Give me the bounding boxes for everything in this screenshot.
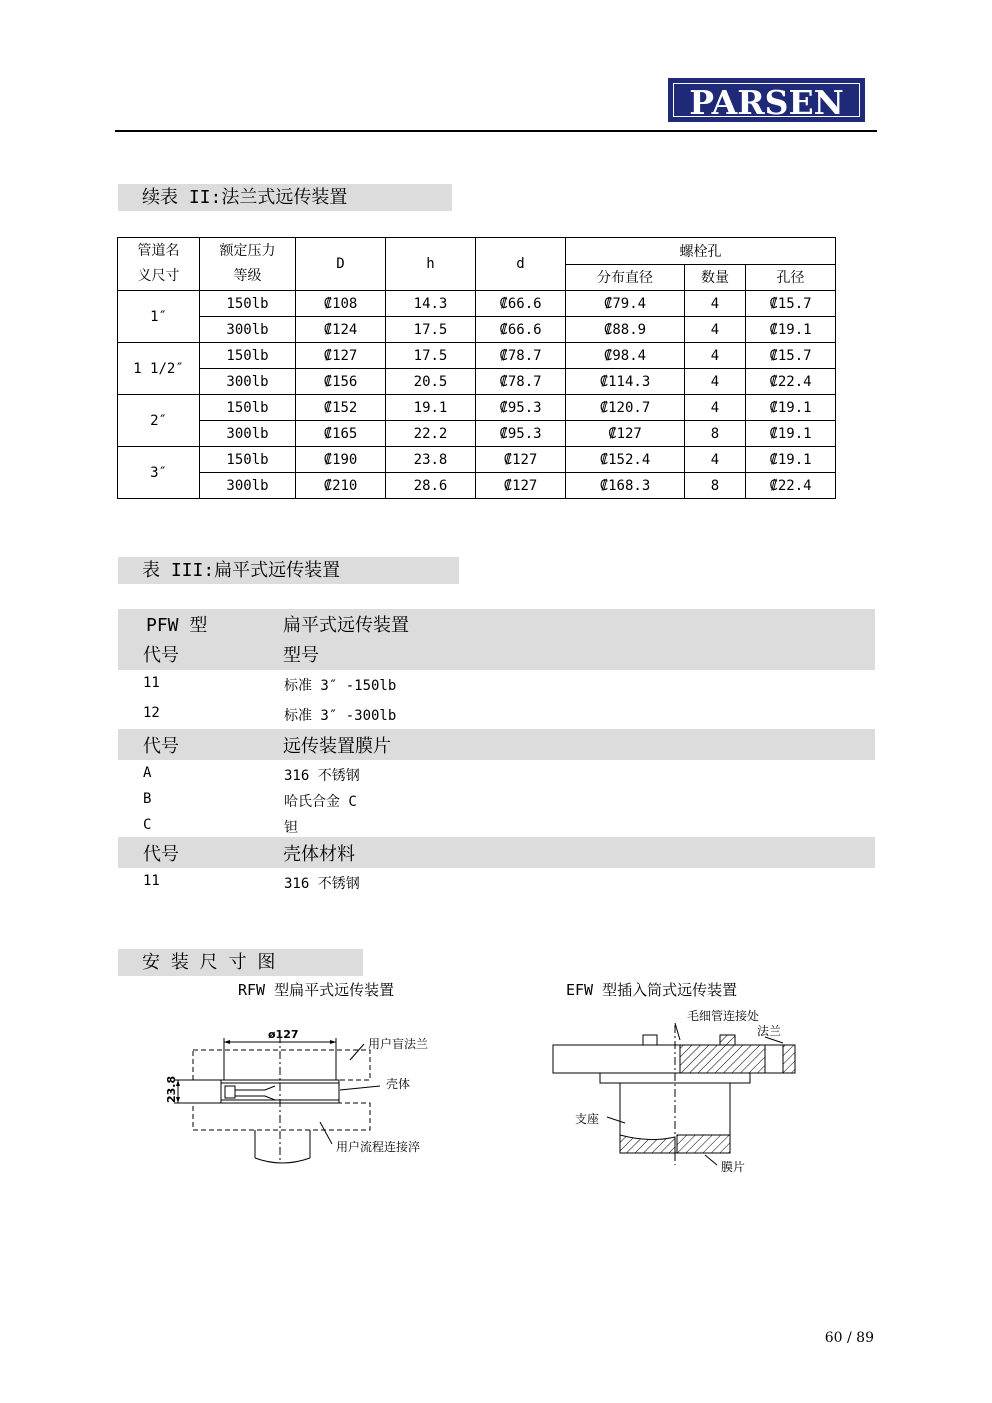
pipe-size-cell: 1 1/2″ [118, 343, 200, 395]
header-pipe-size: 管道名 义尺寸 [118, 238, 200, 291]
pipe-size-cell: 3″ [118, 447, 200, 499]
diaphragm-code: B [143, 791, 152, 807]
housing-header-band [118, 837, 875, 868]
table-cell: 4 [685, 343, 746, 369]
table-cell: ₡190 [296, 447, 386, 473]
model-desc: 标准 3″ -150lb [284, 678, 397, 694]
table-cell: ₡127 [476, 473, 566, 499]
table-row [118, 343, 836, 369]
efw-flange-label: 法兰 [757, 1024, 782, 1038]
table-cell: ₡210 [296, 473, 386, 499]
table-cell: 4 [685, 395, 746, 421]
table-cell: 300lb [200, 317, 296, 343]
section-title-table2: 续表 II:法兰式远传装置 [118, 184, 452, 211]
efw-capillary-label: 毛细管连接处 [687, 1009, 760, 1023]
band-model-title: 扁平式远传装置 [283, 615, 409, 636]
table-cell: 4 [685, 317, 746, 343]
table-cell: 150lb [200, 395, 296, 421]
table-cell: ₡127 [566, 421, 685, 447]
table-row [118, 421, 836, 447]
table-cell: ₡66.6 [476, 317, 566, 343]
header-d: d [476, 238, 566, 291]
diaphragm-code: A [143, 765, 152, 781]
table-cell: ₡127 [476, 447, 566, 473]
table-row [118, 473, 836, 499]
header-bolt-count: 数量 [685, 264, 746, 291]
table-cell: ₡78.7 [476, 343, 566, 369]
rfw-dia-label: ø127 [268, 1028, 299, 1041]
diaphragm-desc: 316 不锈钢 [284, 768, 360, 784]
logo-text: PARSEN [689, 83, 844, 122]
header-bolt-diameter: 孔径 [746, 264, 836, 291]
table-cell: 19.1 [386, 395, 476, 421]
pipe-size-cell: 1″ [118, 291, 200, 343]
table-cell: ₡114.3 [566, 369, 685, 395]
table-cell: ₡19.1 [746, 317, 836, 343]
header-h: h [386, 238, 476, 291]
table-cell: ₡124 [296, 317, 386, 343]
table-cell: ₡22.4 [746, 473, 836, 499]
table-cell: ₡19.1 [746, 421, 836, 447]
housing-code: 11 [143, 873, 160, 889]
diaphragm-desc: 钽 [284, 820, 298, 836]
header-pressure-class: 额定压力 等级 [200, 238, 296, 291]
table-cell: ₡156 [296, 369, 386, 395]
diaphragm-code: C [143, 817, 152, 833]
table-cell: 20.5 [386, 369, 476, 395]
diaphragm-header-band [118, 729, 875, 760]
diaphragm-desc: 哈氏合金 C [284, 794, 357, 810]
table-cell: ₡95.3 [476, 395, 566, 421]
table-cell: 300lb [200, 421, 296, 447]
band-diaphragm-title: 远传装置膜片 [283, 736, 391, 757]
table-cell: ₡88.9 [566, 317, 685, 343]
efw-drawing [545, 1005, 815, 1180]
rfw-flange-label: 用户盲法兰 [368, 1037, 429, 1051]
model-header-band [118, 609, 875, 670]
header-D: D [296, 238, 386, 291]
table-cell: ₡98.4 [566, 343, 685, 369]
model-code: 11 [143, 675, 160, 691]
table-cell: 23.8 [386, 447, 476, 473]
table-cell: 150lb [200, 291, 296, 317]
flange-table [117, 237, 836, 499]
efw-support-label: 支座 [575, 1112, 600, 1126]
table-row [118, 369, 836, 395]
table-cell: 8 [685, 473, 746, 499]
table-cell: ₡165 [296, 421, 386, 447]
table-row [118, 395, 836, 421]
band-housing-title: 壳体材料 [283, 844, 355, 865]
table-cell: 300lb [200, 369, 296, 395]
table-cell: ₡19.1 [746, 447, 836, 473]
table-cell: ₡79.4 [566, 291, 685, 317]
table-cell: 150lb [200, 447, 296, 473]
rfw-caption: RFW 型扁平式远传装置 [238, 981, 395, 999]
table-cell: 17.5 [386, 317, 476, 343]
header-rule [115, 130, 877, 132]
table-cell: 4 [685, 369, 746, 395]
table-cell: ₡108 [296, 291, 386, 317]
table-cell: ₡152.4 [566, 447, 685, 473]
table-cell: 4 [685, 447, 746, 473]
table-cell: ₡22.4 [746, 369, 836, 395]
table-cell: ₡95.3 [476, 421, 566, 447]
efw-diaphragm-label: 膜片 [721, 1160, 746, 1174]
parsen-logo [668, 78, 865, 122]
table-cell: ₡19.1 [746, 395, 836, 421]
band-model-label: PFW 型 [146, 615, 208, 636]
table-cell: 22.2 [386, 421, 476, 447]
page-number: 60 / 89 [824, 1330, 874, 1346]
table-cell: ₡66.6 [476, 291, 566, 317]
rfw-housing-label: 壳体 [386, 1077, 411, 1091]
table-cell: ₡15.7 [746, 291, 836, 317]
rfw-process-label: 用户流程连接淬 [336, 1140, 421, 1154]
table-cell: ₡120.7 [566, 395, 685, 421]
model-desc: 标准 3″ -300lb [284, 708, 397, 724]
section-title-install: 安 装 尺 寸 图 [118, 949, 363, 976]
efw-caption: EFW 型插入筒式远传装置 [566, 981, 738, 999]
table-cell: ₡78.7 [476, 369, 566, 395]
table-cell: 8 [685, 421, 746, 447]
table-row [118, 317, 836, 343]
table-cell: ₡127 [296, 343, 386, 369]
table-row [118, 291, 836, 317]
band-code-label: 代号 [143, 844, 179, 865]
table-row [118, 447, 836, 473]
pipe-size-cell: 2″ [118, 395, 200, 447]
table-cell: 14.3 [386, 291, 476, 317]
table-cell: 17.5 [386, 343, 476, 369]
rfw-height-label: 23.8 [165, 1075, 178, 1103]
table-cell: 300lb [200, 473, 296, 499]
table-cell: ₡168.3 [566, 473, 685, 499]
table-cell: 28.6 [386, 473, 476, 499]
rfw-drawing [150, 1020, 450, 1170]
header-bolt-circle: 分布直径 [566, 264, 685, 291]
band-code-label: 代号 [143, 736, 179, 757]
section-title-table3: 表 III:扁平式远传装置 [118, 557, 459, 584]
header-bolt-holes: 螺栓孔 [566, 238, 836, 265]
table-cell: ₡152 [296, 395, 386, 421]
band-type-label: 型号 [283, 645, 319, 666]
table-cell: 4 [685, 291, 746, 317]
table-cell: ₡15.7 [746, 343, 836, 369]
housing-desc: 316 不锈钢 [284, 876, 360, 892]
table-cell: 150lb [200, 343, 296, 369]
band-code-label: 代号 [143, 645, 179, 666]
model-code: 12 [143, 705, 160, 721]
